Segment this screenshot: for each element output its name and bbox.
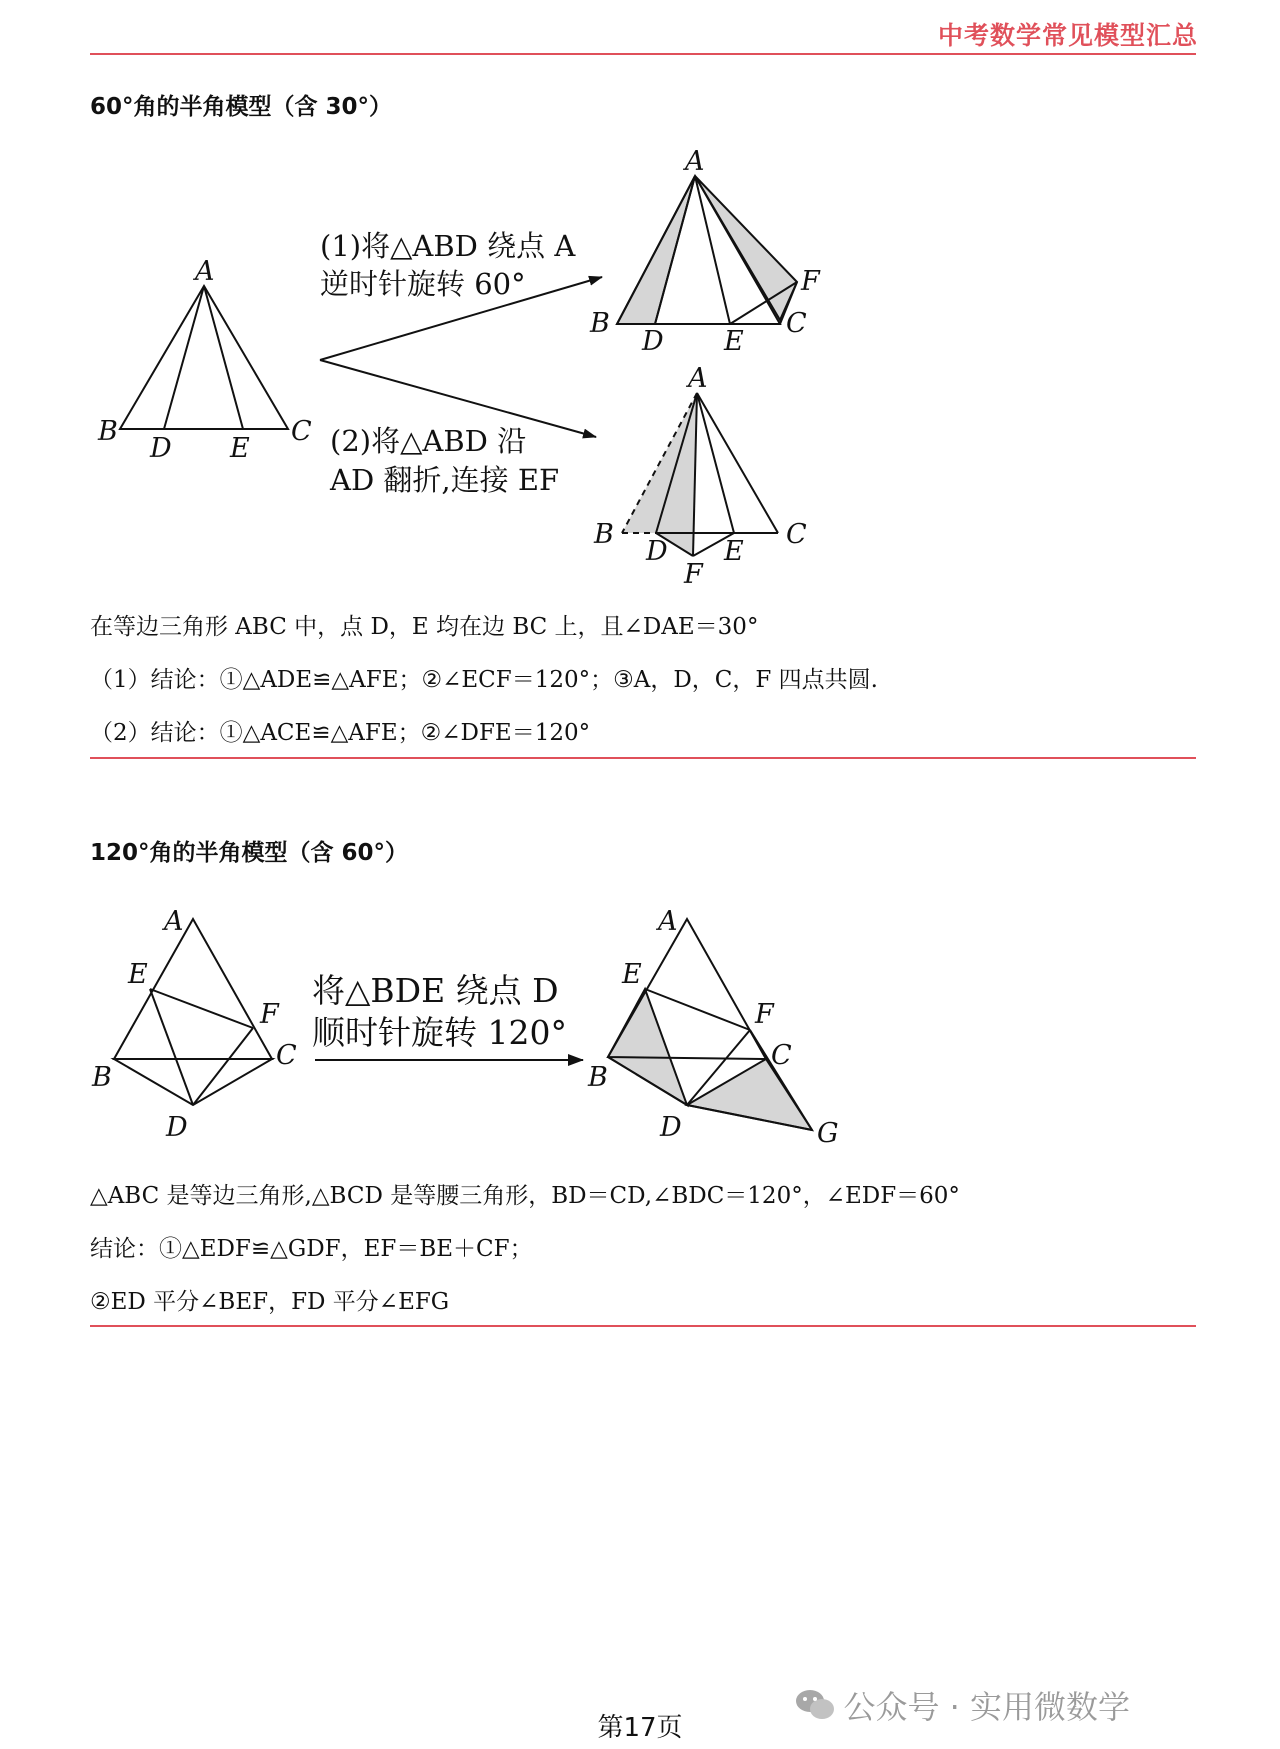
page-number: 第17页 xyxy=(597,1713,683,1743)
section1-text-3: （2）结论：①△ACE≌△AFE；②∠DFE＝120° xyxy=(90,720,591,746)
r2-label-A: A xyxy=(658,906,678,937)
right-figure-120 xyxy=(608,919,812,1130)
r2-label-B: B xyxy=(588,1062,608,1093)
watermark-text: 公众号 · 实用微数学 xyxy=(843,1688,1130,1726)
section1-text-2: （1）结论：①△ADE≌△AFE；②∠ECF＝120°；③A，D，C，F 四点共圆. xyxy=(90,667,878,693)
tr-label-B: B xyxy=(590,308,610,339)
r2-label-G: G xyxy=(817,1118,839,1149)
label-D: D xyxy=(150,433,172,464)
caption2-line2: AD 翻折,连接 EF xyxy=(330,463,560,497)
tr-label-F: F xyxy=(801,266,820,297)
caption-line2: 顺时针旋转 120° xyxy=(312,1013,567,1052)
header-title: 中考数学常见模型汇总 xyxy=(937,21,1198,50)
section2-text-2: 结论：①△EDF≌△GDF，EF＝BE＋CF； xyxy=(90,1236,533,1262)
section2-rule xyxy=(90,1325,1196,1327)
tr-label-D: D xyxy=(642,326,664,357)
r2-label-D: D xyxy=(660,1112,682,1143)
br-label-D: D xyxy=(646,536,668,567)
caption2-line1: (2)将△ABD 沿 xyxy=(330,424,527,458)
section2-text-3: ②ED 平分∠BEF，FD 平分∠EFG xyxy=(90,1289,450,1315)
tr-label-E: E xyxy=(724,326,744,357)
l2-label-C: C xyxy=(276,1040,297,1071)
br-label-B: B xyxy=(594,519,614,550)
r2-label-F: F xyxy=(755,999,774,1030)
label-C: C xyxy=(291,416,312,447)
label-A: A xyxy=(195,256,215,287)
left-figure-120 xyxy=(114,919,272,1105)
l2-label-A: A xyxy=(164,906,184,937)
caption-line1: 将△BDE 绕点 D xyxy=(312,971,559,1010)
section1-text-1: 在等边三角形 ABC 中，点 D，E 均在边 BC 上，且∠DAE＝30° xyxy=(90,614,759,640)
l2-label-E: E xyxy=(128,959,148,990)
caption1-line1: (1)将△ABD 绕点 A xyxy=(320,229,576,263)
r2-label-E: E xyxy=(622,959,642,990)
l2-label-D: D xyxy=(166,1112,188,1143)
br-label-A: A xyxy=(688,363,708,394)
caption1-line2: 逆时针旋转 60° xyxy=(320,267,526,301)
l2-label-F: F xyxy=(260,999,279,1030)
br-label-F: F xyxy=(684,559,703,590)
br-label-E: E xyxy=(724,536,744,567)
label-E: E xyxy=(230,433,250,464)
l2-label-B: B xyxy=(92,1062,112,1093)
section2-title: 120°角的半角模型（含 60°） xyxy=(90,840,409,866)
section2-text-1: △ABC 是等边三角形,△BCD 是等腰三角形，BD＝CD,∠BDC＝120°，∠EDF＝60° xyxy=(90,1183,960,1209)
tr-label-C: C xyxy=(786,308,807,339)
label-B: B xyxy=(98,416,118,447)
section1-title: 60°角的半角模型（含 30°） xyxy=(90,94,393,120)
tr-label-A: A xyxy=(685,146,705,177)
br-label-C: C xyxy=(786,519,807,550)
r2-label-C: C xyxy=(771,1040,792,1071)
